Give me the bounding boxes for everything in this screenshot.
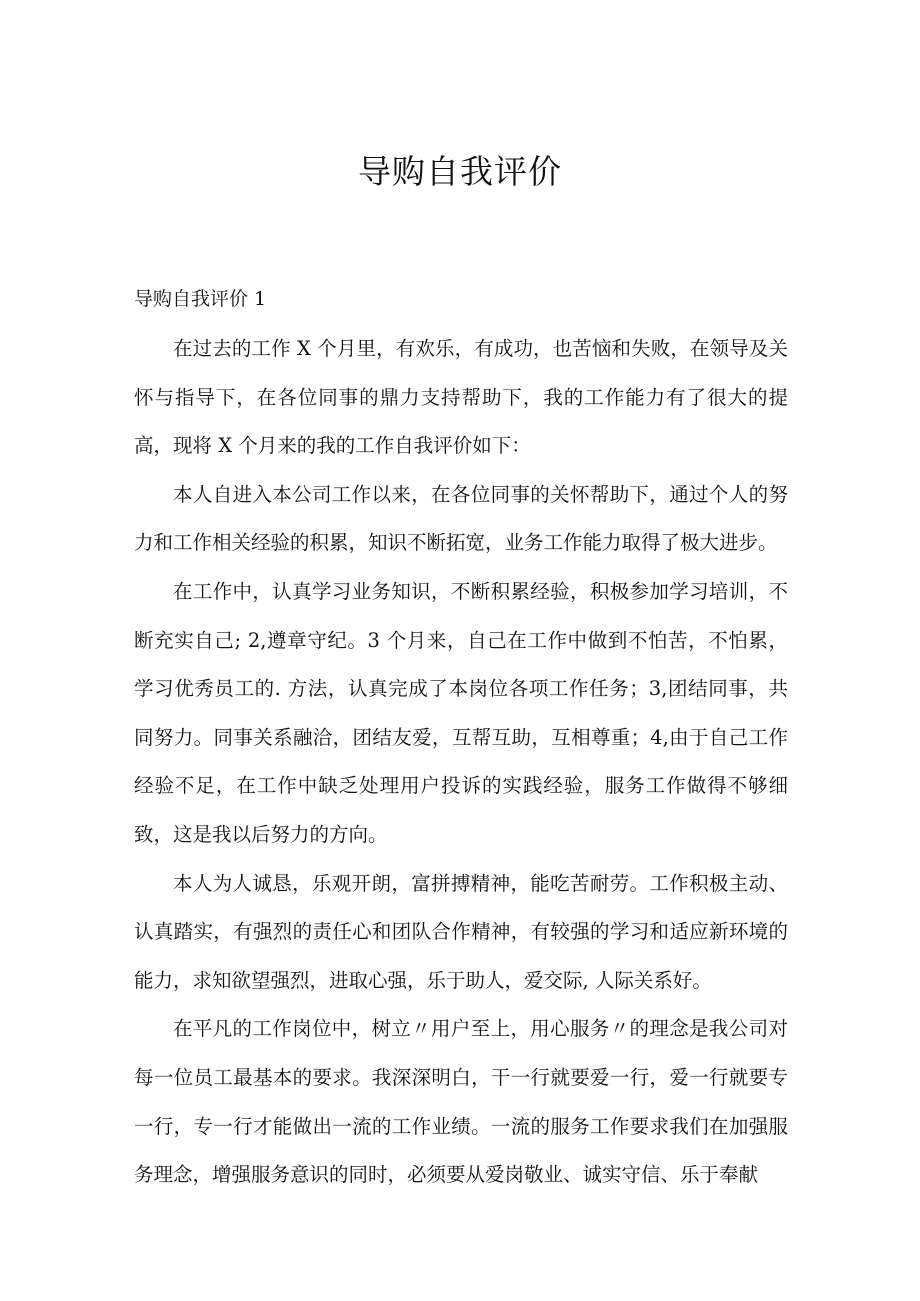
paragraph-5: 在平凡的工作岗位中，树立〃用户至上，用心服务〃的理念是我公司对每一位员工最基本的要求。我深深明白，干一行就要爱一行，爱一行就要专一行，专一行才能做出一流的工作业绩。一流的服务工作要求我们在加强服务理念，增强服务意识的同时，必须要从爱岗敬业、诚实守信、乐于奉献: [134, 1017, 788, 1187]
section-heading: 导购自我评价 1: [134, 288, 267, 310]
paragraph-4: 本人为人诚恳，乐观开朗，富拼搏精神，能吃苦耐劳。工作积极主动、认真踏实，有强烈的责任心和团队合作精神，有较强的学习和适应新环境的能力，求知欲望强烈，进取心强，乐于助人，爱交际, 人际关系好。: [134, 871, 788, 992]
paragraph-1: 在过去的工作 X 个月里，有欢乐，有成功，也苦恼和失败，在领导及关怀与指导下，在各位同事的鼎力支持帮助下，我的工作能力有了很大的提高，现将 X 个月来的我的工作自我评价如下：: [134, 337, 788, 458]
paragraph-2: 本人自进入本公司工作以来，在各位同事的关怀帮助下，通过个人的努力和工作相关经验的积累，知识不断拓宽，业务工作能力取得了极大进步。: [134, 482, 788, 555]
document-body: [134, 325, 788, 1200]
paragraph-3: 在工作中，认真学习业务知识，不断积累经验，积极参加学习培训，不断充实自己; 2,遵章守纪。3 个月来，自己在工作中做到不怕苦，不怕累，学习优秀员工的. 方法，认真完成了本岗位各项工作任务；3,团结同事，共同努力。同事关系融洽，团结友爱，互帮互助，互相尊重；4,由于自己工作经验不足，在工作中缺乏处理用户投诉的实践经验，服务工作做得不够细致，这是我以后努力的方向。: [134, 579, 788, 846]
document-title: 导购自我评价: [358, 152, 562, 191]
